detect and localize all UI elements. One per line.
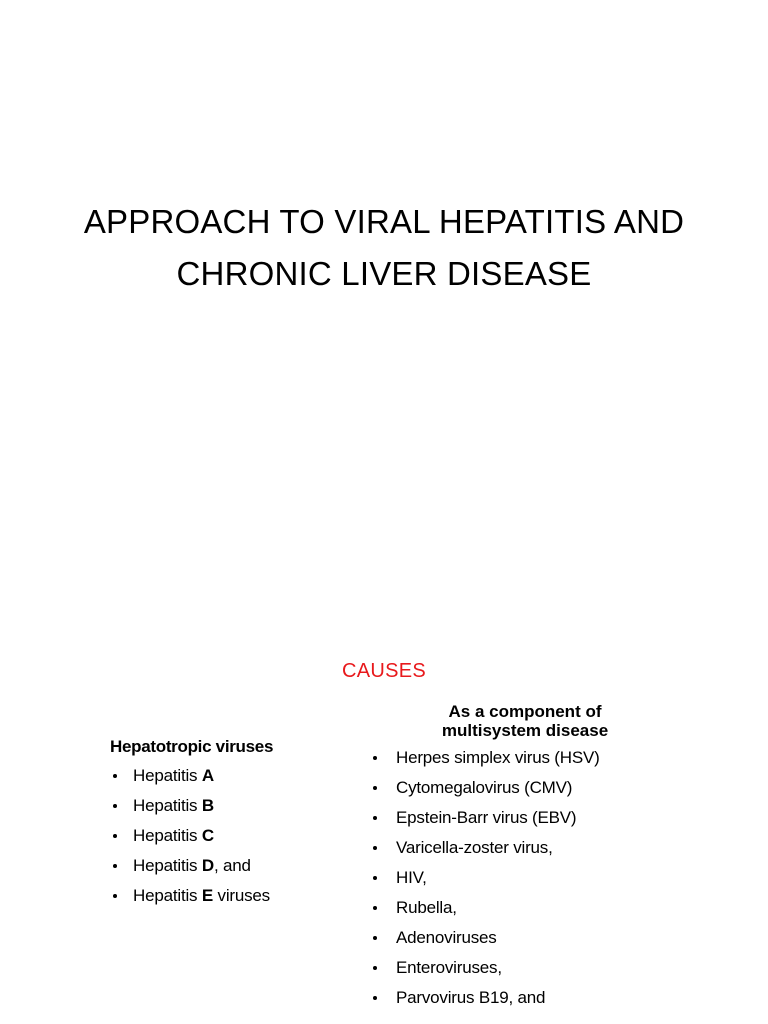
slide-title-line-2: CHRONIC LIVER DISEASE (176, 255, 592, 292)
list-item: Parvovirus B19, and (370, 983, 600, 1013)
slide-title (0, 196, 768, 300)
multisystem-disease-heading: As a component of multisystem disease (441, 702, 609, 740)
list-item: Hepatitis A (110, 761, 273, 791)
list-item: Hepatitis C (110, 821, 273, 851)
hepatotropic-viruses-column (110, 737, 273, 911)
list-item: Epstein-Barr virus (EBV) (370, 803, 600, 833)
list-item: Hepatitis D, and (110, 851, 273, 881)
list-item: Enteroviruses, (370, 953, 600, 983)
list-item: Herpes simplex virus (HSV) (370, 743, 600, 773)
list-item: Hepatitis B (110, 791, 273, 821)
list-item: Rubella, (370, 893, 600, 923)
hepatotropic-viruses-heading: Hepatotropic viruses (110, 737, 274, 756)
causes-heading: CAUSES (342, 660, 427, 682)
slide-title-line-1: APPROACH TO VIRAL HEPATITIS AND (83, 203, 685, 240)
list-item: Varicella-zoster virus, (370, 833, 600, 863)
multisystem-disease-column (370, 743, 600, 1013)
list-item: Hepatitis E viruses (110, 881, 273, 911)
list-item: Adenoviruses (370, 923, 600, 953)
hepatotropic-viruses-list (110, 761, 273, 911)
multisystem-disease-list (370, 743, 600, 1013)
list-item: Cytomegalovirus (CMV) (370, 773, 600, 803)
list-item: HIV, (370, 863, 600, 893)
